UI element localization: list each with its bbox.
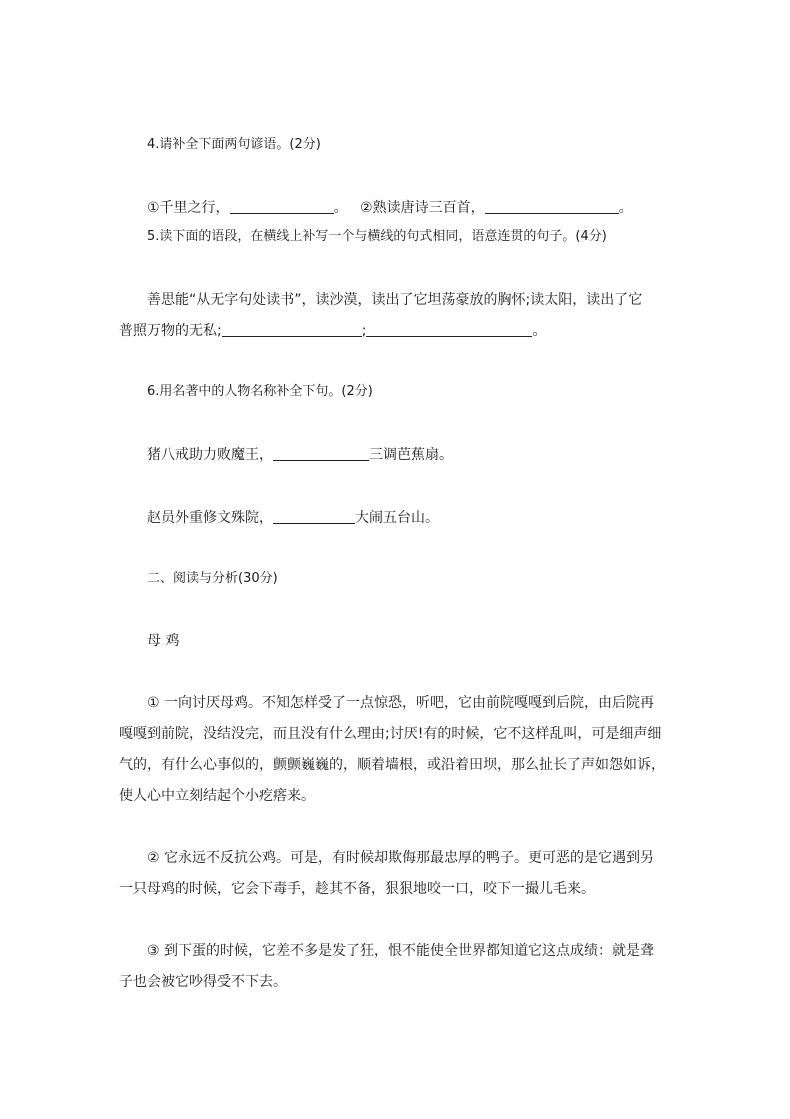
- q5-line2-middle: ;: [361, 323, 367, 339]
- q5-line2-start: 普照万物的无私;: [119, 323, 222, 339]
- q5-text-line2: [119, 322, 546, 339]
- q6-line1: [147, 446, 453, 463]
- q4-prompt: 4.请补全下面两句谚语。(2分): [147, 137, 321, 152]
- q5-text-line1: 善思能“从无字句处读书”，读沙漠，读出了它坦荡豪放的胸怀;读太阳，读出了它: [147, 292, 643, 308]
- q6-line2-end: 大闹五台山。: [355, 510, 439, 526]
- q6-blank-2[interactable]: [273, 509, 355, 524]
- q5-blank-1[interactable]: [222, 322, 362, 337]
- q6-prompt: 6.用名著中的人物名称补全下句。(2分): [147, 384, 373, 399]
- p1-line-1: ① 一向讨厌母鸡。不知怎样受了一点惊恐，听吧，它由前院嘎嘎到后院，由后院再: [147, 695, 654, 711]
- p1-line-4: 使人心中立刻结起个小疙瘩来。: [119, 788, 315, 804]
- q4-proverbs: [147, 199, 633, 216]
- q4-part2-end: 。: [618, 200, 633, 216]
- q4-blank-1[interactable]: [230, 199, 334, 214]
- q4-part2-text: ②熟读唐诗三百首，: [360, 200, 485, 216]
- p3-line-2: 子也会被它吵得受不下去。: [119, 974, 287, 990]
- q4-part1-text: ①千里之行，: [147, 200, 230, 216]
- q6-line2: [147, 509, 439, 526]
- q5-blank-2[interactable]: [366, 322, 532, 337]
- p1-line-3: 气的，有什么心事似的，颤颤巍巍的，顺着墙根，或沿着田坝，那么扯长了声如怨如诉，: [119, 757, 665, 773]
- q5-prompt: 5.读下面的语段，在横线上补写一个与横线的句式相同，语意连贯的句子。(4分): [147, 229, 607, 244]
- p2-line-2: 一只母鸡的时候，它会下毒手，趁其不备，狠狠地咬一口，咬下一撮儿毛来。: [119, 881, 595, 897]
- q6-line2-start: 赵员外重修文殊院，: [147, 510, 273, 526]
- q4-part1-end: 。: [333, 200, 348, 216]
- p2-line-1: ② 它永远不反抗公鸡。可是，有时候却欺侮那最忠厚的鸭子。更可恶的是它遇到另: [147, 850, 654, 866]
- q6-blank-1[interactable]: [273, 446, 369, 461]
- p3-line-1: ③ 到下蛋的时候，它差不多是发了狂，恨不能使全世界都知道它这点成绩：就是聋: [147, 943, 654, 959]
- q6-line1-start: 猪八戒助力败魔王，: [147, 447, 273, 463]
- section-heading: 二、阅读与分析(30分): [147, 571, 278, 586]
- article-title: 母 鸡: [147, 633, 180, 649]
- q5-line2-end: 。: [532, 323, 547, 339]
- q6-line1-end: 三调芭蕉扇。: [369, 447, 453, 463]
- p1-line-2: 嘎嘎到前院，没结没完，而且没有什么理由;讨厌!有的时候，它不这样乱叫，可是细声细: [119, 726, 662, 742]
- q4-blank-2[interactable]: [485, 199, 619, 214]
